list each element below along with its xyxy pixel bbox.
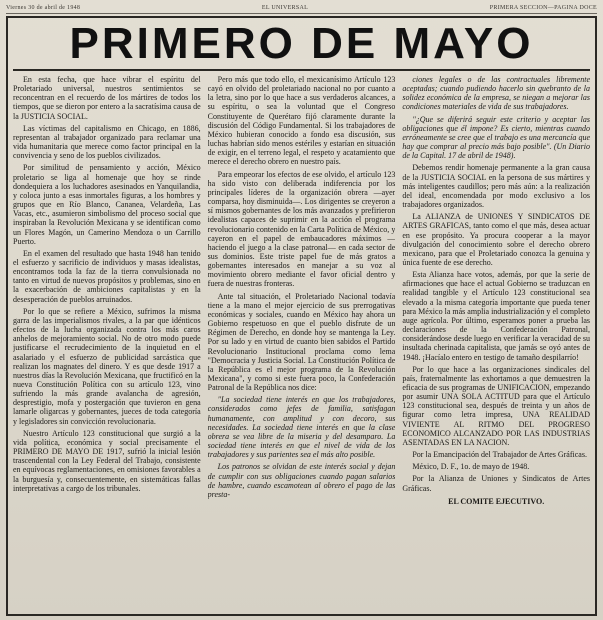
paragraph: Por similitud de pensamiento y acción, México proletario se liga al homenaje que hoy se rinde dondequiera a los luchadores asesinados en Yanquilandia, y coloca junto a esas inmortales figuras, a los hombres y grupos que en Río Blanco, Cananea, Velardeña, Las Vacas, etc., asumieron simbolismo del proceso social que inspiraban la Revolución Mexicana y se identifican como un Flores Magón, un Camerino Mendoza o un Carrillo Puerto. <box>13 163 201 246</box>
paragraph: La ALIANZA de UNIONES Y SINDICATOS DE ARTES GRAFICAS, tanto como el que más, desea actuar en ese propósito. Ya procura cooperar a la mayor divulgación del conocimiento sobre el derecho obrero mexicano, para que el Proletariado conozca la genuina y única fuente de ese derecho. <box>402 212 591 267</box>
paragraph: Las víctimas del capitalismo en Chicago, en 1886, representan al trabajador organizado para reclamar una vida humanitaria que merece como factor principal en la convivencia y seno de los pueblos civilizados. <box>13 123 201 161</box>
paragraph: Ante tal situación, el Proletariado Nacional todavía tiene a la mano el mejor ejercicio de sus prerrogativas económicas y sociales, cuando en México hay ahora un Gobierno respetuoso en que el pueblo disfrute de un Régimen de Derecho, en donde hoy se mantenga la Ley. Por su lado y en virtud de cuanto bien sabidos el Partido Revolucionario Institucional proclama como lema "Democracia y Justicia Social. La Constitución Política de la República es el mejor programa de la Revolución Mexicana", y como si este fuera poco, la Confederación Patronal de la República nos dice: <box>207 291 396 393</box>
masthead-date: Viernes 30 de abril de 1948 <box>6 5 81 11</box>
signature-committee: EL COMITE EJECUTIVO. <box>448 496 545 506</box>
paragraph: Pero más que todo ello, el mexicanísimo Artículo 123 cayó en olvido del proletariado nacional no por cuanto a la letra, sino por lo que hace a sus verdaderos alcances, a su espíritu, o sea la voluntad que el Congreso Constituyente de Querétaro fijó claramente durante la discusión del Código Fundamental. Si los trabajadores de México hubieran conocido a fondo esa discusión, sus luchas habrían sido menos estériles y estarían en situación de exigir, en el terreno legal, el respeto y acatamiento que merece el derecho obrero en nuestro país. <box>207 75 396 167</box>
paragraph: Por lo que se refiere a México, sufrimos la misma garra de las imperialismos rivales, a la par que idénticos efectos de la lucha organizada contra los más caros anhelos de mejoramiento social. No de otro modo puede justificarse el recrudecimiento de la inquietud en el asalariado y el esfuerzo de publicidad sarcástica que realizan los magnates del dinero. Y es que desde 1917 a nuestros días la Revolución Mexicana, que fructificó en la nueva Constitución Política con su artículo 123, vino sufriendo la más grande avalancha de agresión, desprestigio, mofa y postergación que tuvieron en gena lamarle oligarcas y gobernantes, jueces de toda categoría y legisladores sin convicción revolucionaria. <box>13 306 201 426</box>
paragraph: En esta fecha, que hace vibrar el espíritu del Proletariado universal, nuestros sentimientos se reconcentran en el recuerdo de los mártires de todos los tiempos, que se dieron por entero a la sacratísima causa de la JUSTICIA SOCIAL. <box>13 75 201 121</box>
masthead-paper-name: EL UNIVERSAL <box>261 5 309 11</box>
paragraph: Nuestro Artículo 123 constitucional que surgió a la vida política, económica y social precisamente el PRIMERO DE MAYO DE 1917, sufrió la inicial lesión trascendental con la Ley Federal del Trabajo, consistente en equívocas reglamentaciones, en omisiones favorables a la burguesía y, consecuentemente, en sistemáticas fallas interpretativas a cargo de los tribunales. <box>13 428 201 493</box>
quoted-paragraph: "¿Que se diferirá seguir este criterio y aceptar las obligaciones que él impone? Es cierto, mientras cuando erróneamente se cree que el trabajo es una mercancía que hay que comprar al precio más bajo posible". (Un Diario de la Capital. 17 de abril de 1948). <box>402 114 591 161</box>
paragraph: En el examen del resultado que hasta 1948 han tenido el esfuerzo y sacrificio de individuos y masas idealistas, encontramos toda la faz de la tierra convulsionada no tanto en virtud de nuevos propósitos y problemas, sino en la exacerbación de ambiciones capitalistas y en la desesperación de pueblos arruinados. <box>13 248 201 304</box>
signature-line: México, D. F., 1o. de mayo de 1948. <box>412 462 530 472</box>
quoted-paragraph: "La sociedad tiene interés en que los trabajadores, considerados como jefes de familia, satisfagan humanamente, con amplitud y con decoro, sus necesidades. La sociedad tiene interés en que la clase obrera se vea libre de la miseria y del desamparo. La sociedad tiene interés en que el nivel de vida de los trabajadores y sus parientes sea el más alto posible. <box>207 395 396 460</box>
quoted-paragraph: ciones legales o de las contractuales libremente aceptadas; cuando pudiendo hacerlo sin quebranto de la solidez económica de la empresa, se niegan a mejorar las condiciones materiales de vida de sus trabajadores. <box>402 75 591 112</box>
signature-line: Por la Alianza de Uniones y Sindicatos de Artes Gráficas. <box>402 474 591 493</box>
signature-line: Por la Emancipación del Trabajador de Artes Gráficas. <box>412 450 587 460</box>
paragraph: Para empeorar los efectos de ese olvido, el artículo 123 ha sido visto con deliberada indiferencia por los principales líderes de la organización obrera —ayer comparsa, hoy disminuida—. Los dirigentes se creyeron a sí mismos gobernantes de los más avanzados y prefirieron idealistas capaces de suprimir en la acción el programa revolucionario contenido en la Carta Política de México, y cayeron en el papel de embaucadores máximos —haciendo el juego a la clase patronal— en cada sector de sus dominios. Este triste papel fue de más gratos a gobernantes interesados en manejar a su voz al movimiento obrero mediante el favor oficial dentro y fuera de nuestras fronteras. <box>207 169 396 289</box>
paragraph: Por lo que hace a las organizaciones sindicales del país, fraternalmente las exhortamos a que demuestren la eficacia de sus programas de UNIFICACION, empezando por asumir UNA SOLA ACTITUD para que el Artículo 123 constitucional sea, después de treinta y un años de figurar como letra impresa, UNA REALIDAD VIVIENTE AL RITMO DEL PROGRESO ECONOMICO ALCANZADO POR LAS INDUSTRIAS ASENTADAS EN LA NACION. <box>402 364 591 447</box>
column-3 <box>402 75 590 607</box>
column-1 <box>13 75 201 607</box>
quoted-paragraph: Los patronos se olvidan de este interés social y dejan de cumplir con sus obligaciones cuando pagan salarios de hambre, cuando escamotean al obrero el pago de las presta- <box>207 462 396 499</box>
paragraph: Esta Alianza hace votos, además, por que la serie de afirmaciones que hace el actual Gobierno se traduzcan en realidad tangible y el Artículo 123 constitucional sea elevado a la misma categoría importante que pueda tener para México la más amplia industrialización y el completo auge agrícola. Por último, esperamos poner a prueba las declaraciones de la Confederación Patronal, considerándose desde luego en verificar la veracidad de su insultada cherinada capitalista, que jamás se oyó antes de 1948. ¡Hacíalo entero en testigo de tamaño despilarrío! <box>402 270 591 362</box>
masthead-section: PRIMERA SECCION—PAGINA DOCE <box>489 5 597 11</box>
article-headline: PRIMERO DE MAYO <box>13 21 590 71</box>
article-columns <box>13 75 590 607</box>
column-2 <box>208 75 396 607</box>
paragraph: Debemos rendir homenaje permanente a la gran causa de la JUSTICIA SOCIAL en la persona de sus mártires y más inteligentes caudillos; pero más aún: a la realización del ideal, encomendada por modo exclusivo a los trabajadores organizados. <box>402 163 591 210</box>
masthead <box>6 3 597 14</box>
article-frame <box>6 16 597 616</box>
